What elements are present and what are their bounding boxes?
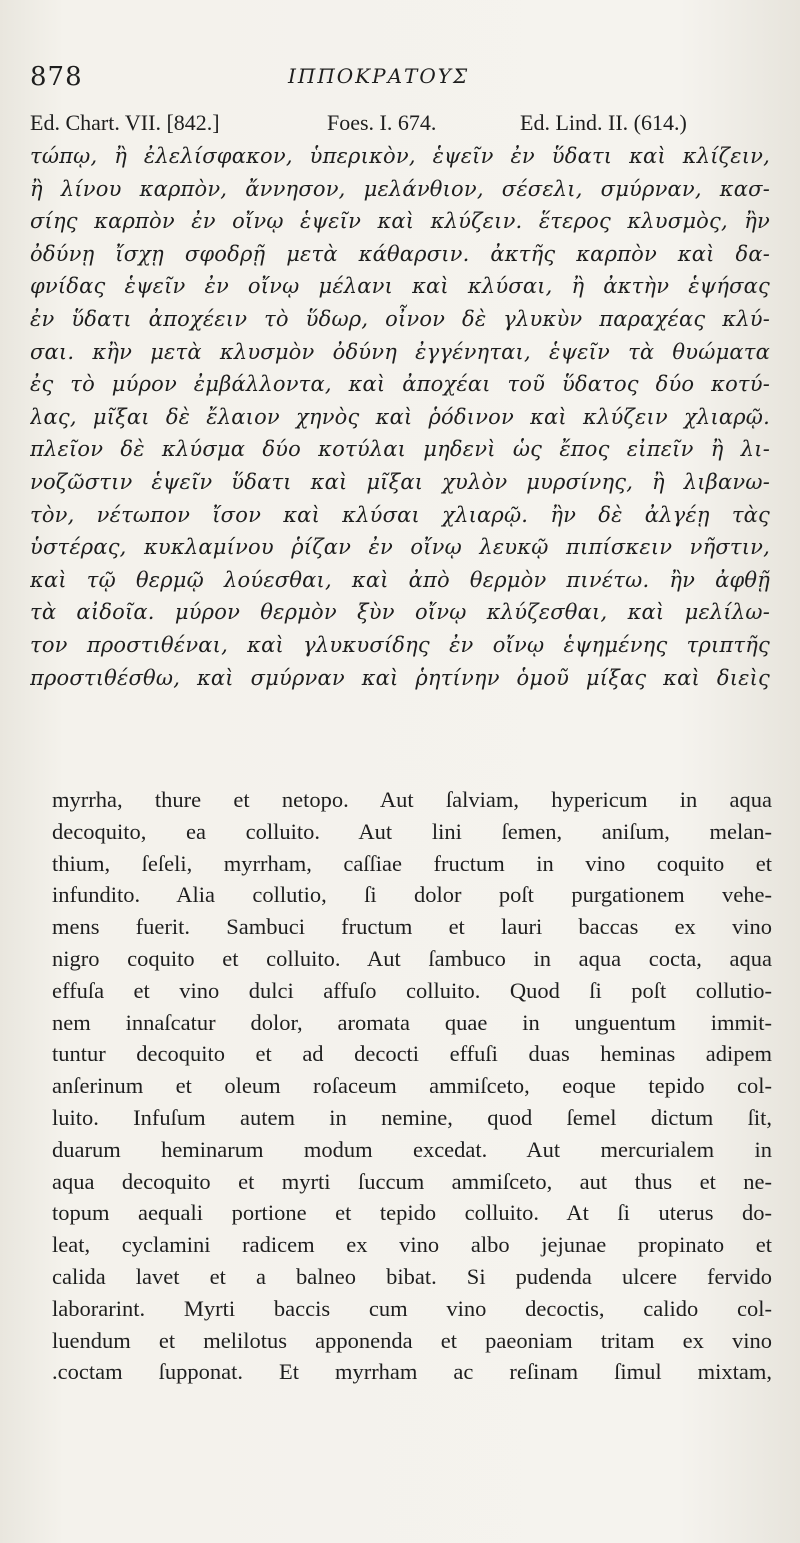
greek-line: τώπῳ, ἢ ἐλελίσφακον, ὑπερικὸν, ἑψεῖν ἐν ὕδατι καὶ κλίζειν, bbox=[30, 144, 770, 168]
latin-line: luendum et melilotus apponenda et paeoniam tritam ex vino bbox=[52, 1327, 772, 1353]
latin-line: calida lavet et a balneo bibat. Si pudenda ulcere fervido bbox=[52, 1263, 772, 1289]
latin-line: decoquito, ea colluito. Aut lini ſemen, aniſum, melan- bbox=[52, 818, 772, 844]
greek-line: πλεῖον δὲ κλύσμα δύο κοτύλαι μηδενὶ ὡς ἔπος εἰπεῖν ἢ λι- bbox=[30, 437, 770, 462]
edition-foesius: Foes. I. 674. bbox=[327, 110, 437, 135]
greek-line: τὰ αἰδοῖα. μύρον θερμὸν ξὺν οἴνῳ κλύζεσθαι, καὶ μελίλω- bbox=[30, 600, 770, 625]
greek-line: φνίδας ἑψεῖν ἐν οἴνῳ μέλανι καὶ κλύσαι, ἢ ἀκτὴν ἑψήσας bbox=[30, 274, 770, 299]
edition-linden: Ed. Lind. II. (614.) bbox=[520, 110, 687, 135]
greek-line: ὑστέρας, κυκλαμίνου ῥίζαν ἐν οἴνῳ λευκῷ πιπίσκειν νῆστιν, bbox=[30, 535, 770, 560]
latin-line: effuſa et vino dulci affuſo colluito. Quod ſi poſt collutio- bbox=[52, 977, 772, 1003]
latin-line: duarum heminarum modum excedat. Aut mercurialem in bbox=[52, 1136, 772, 1162]
greek-line: ἢ λίνου καρπὸν, ἄννησον, μελάνθιον, σέσελι, σμύρναν, κασ- bbox=[30, 176, 770, 201]
latin-line: tuntur decoquito et ad decocti effuſi duas heminas adipem bbox=[52, 1041, 772, 1067]
latin-line: nem innaſcatur dolor, aromata quae in unguentum immit- bbox=[52, 1009, 772, 1035]
latin-line: topum aequali portione et tepido colluito. At ſi uterus do- bbox=[52, 1200, 772, 1226]
greek-line: ἐν ὕδατι ἀποχέειν τὸ ὕδωρ, οἶνον δὲ γλυκὺν παραχέας κλύ- bbox=[30, 306, 770, 331]
page-number: 878 bbox=[30, 62, 83, 92]
greek-line: λας, μῖξαι δὲ ἔλαιον χηνὸς καὶ ῥόδινον καὶ κλύζειν χλιαρῷ. bbox=[30, 404, 770, 429]
edition-references bbox=[30, 110, 770, 140]
greek-line: προστιθέσθω, καὶ σμύρναν καὶ ῥητίνην ὁμοῦ μίξας καὶ διεὶς bbox=[30, 665, 770, 690]
latin-line: infundito. Alia collutio, ſi dolor poſt purgationem vehe- bbox=[52, 882, 772, 908]
latin-line: thium, ſeſeli, myrrham, caſſiae fructum in vino coquito et bbox=[52, 850, 772, 876]
greek-line: τὸν, νέτωπον ἴσον καὶ κλύσαι χλιαρῷ. ἢν δὲ ἀλγέῃ τὰς bbox=[30, 502, 770, 527]
latin-line: myrrha, thure et netopo. Aut ſalviam, hypericum in aqua bbox=[52, 787, 772, 812]
latin-line: aqua decoquito et myrti ſuccum ammiſceto, aut thus et ne- bbox=[52, 1168, 772, 1194]
greek-line: σαι. κἢν μετὰ κλυσμὸν ὀδύνη ἐγγένηται, ἑψεῖν τὰ θυώματα bbox=[30, 339, 770, 364]
running-title: ΙΠΠΟΚΡΑΤΟΥΣ bbox=[288, 64, 470, 88]
latin-line: mens fuerit. Sambuci fructum et lauri baccas ex vino bbox=[52, 914, 772, 940]
greek-line: ἐς τὸ μύρον ἐμβάλλοντα, καὶ ἀποχέαι τοῦ ὕδατος δύο κοτύ- bbox=[30, 372, 770, 397]
latin-line: nigro coquito et colluito. Aut ſambuco in aqua cocta, aqua bbox=[52, 945, 772, 971]
latin-text-block bbox=[52, 784, 772, 1388]
greek-line: σίης καρπὸν ἐν οἴνῳ ἑψεῖν καὶ κλύζειν. ἕτερος κλυσμὸς, ἢν bbox=[30, 209, 770, 234]
greek-line: ὀδύνῃ ἴσχῃ σφοδρῇ μετὰ κάθαρσιν. ἀκτῆς καρπὸν καὶ δα- bbox=[30, 241, 770, 266]
latin-line: luito. Infuſum autem in nemine, quod ſemel dictum ſit, bbox=[52, 1104, 772, 1130]
greek-line: τον προστιθέναι, καὶ γλυκυσίδης ἐν οἴνῳ ἑψημένης τριπτῆς bbox=[30, 632, 770, 657]
greek-line: νοζῶστιν ἑψεῖν ὕδατι καὶ μῖξαι χυλὸν μυρσίνης, ἢ λιβανω- bbox=[30, 469, 770, 494]
latin-line: .coctam ſupponat. Et myrrham ac reſinam ſimul mixtam, bbox=[52, 1359, 772, 1385]
greek-text-block bbox=[30, 140, 770, 694]
latin-line: leat, cyclamini radicem ex vino albo jejunae propinato et bbox=[52, 1232, 772, 1258]
greek-line: καὶ τῷ θερμῷ λούεσθαι, καὶ ἀπὸ θερμὸν πινέτω. ἢν ἀφθῇ bbox=[30, 567, 770, 592]
edition-chartier: Ed. Chart. VII. [842.] bbox=[30, 110, 220, 135]
latin-line: laborarint. Myrti baccis cum vino decoctis, calido col- bbox=[52, 1295, 772, 1321]
page-header bbox=[30, 62, 760, 102]
latin-line: anſerinum et oleum roſaceum ammiſceto, eoque tepido col- bbox=[52, 1073, 772, 1099]
